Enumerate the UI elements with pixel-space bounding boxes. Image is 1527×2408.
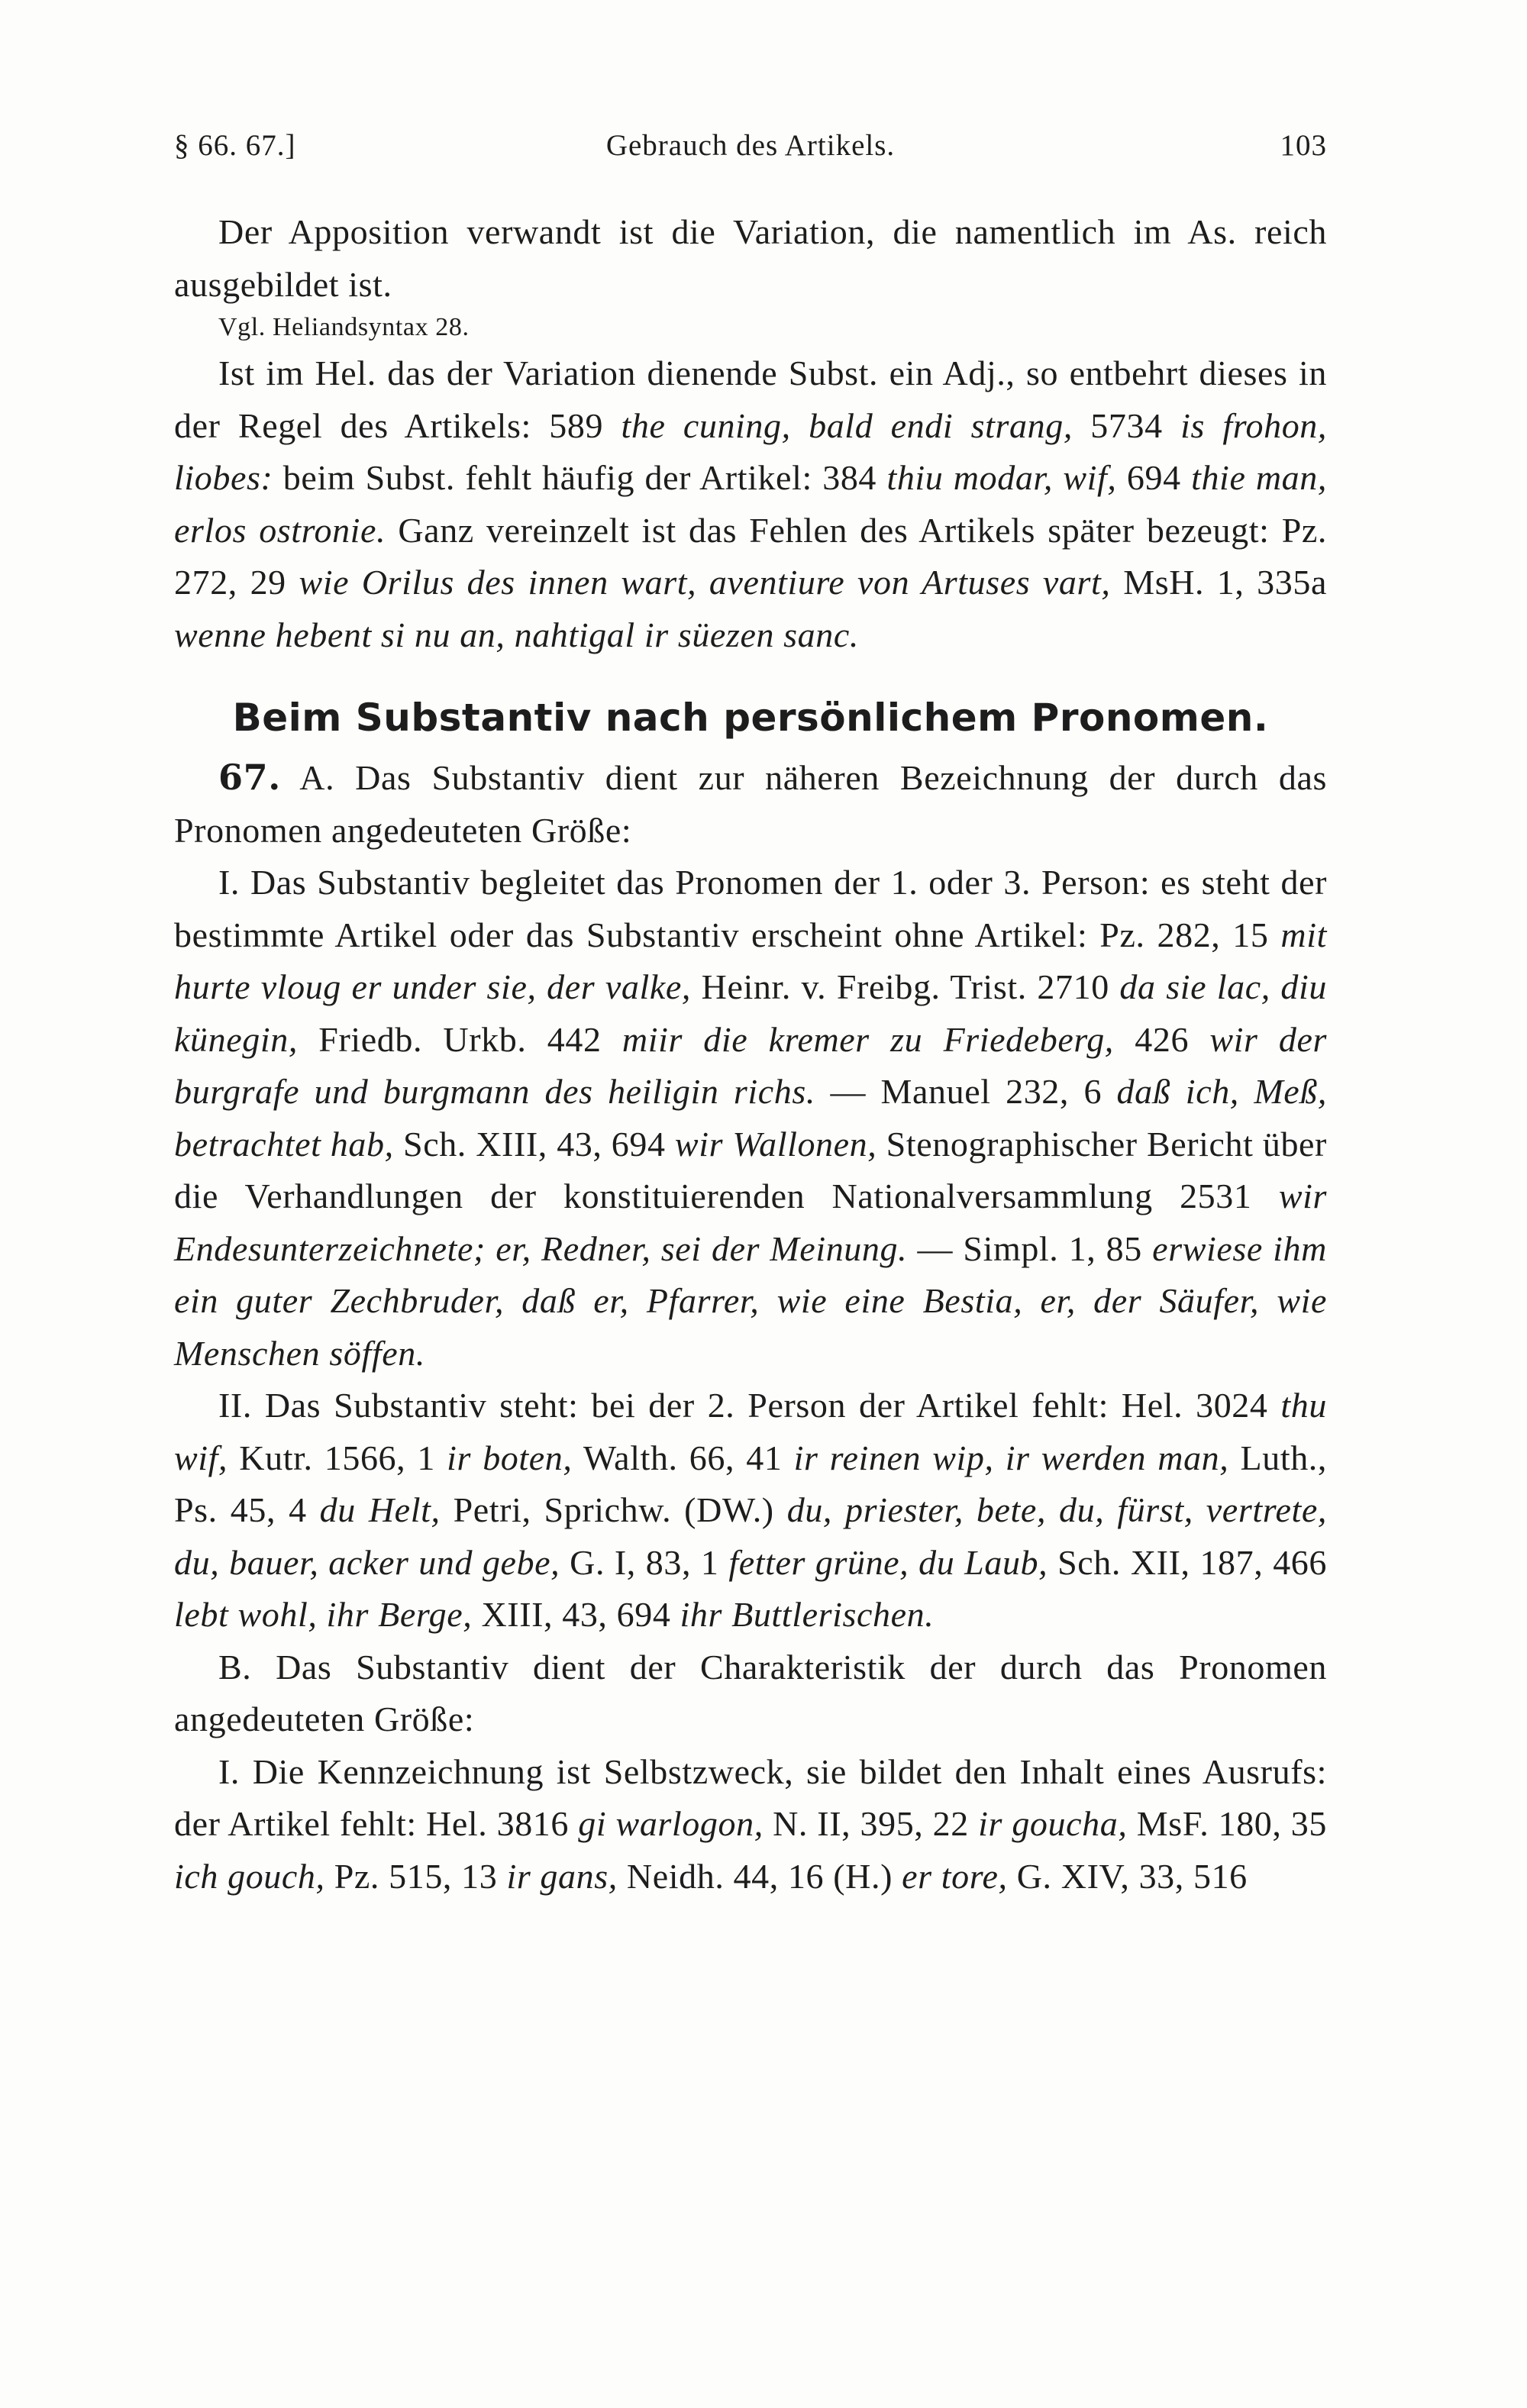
paragraph-67a-II: II. Das Substantiv steht: bei der 2. Person der Artikel fehlt: Hel. 3024 thu wif, Kutr. 1566, 1 ir boten, Walth. 66, 41 ir reinen wip, ir werden man, Luth., Ps. 45, 4 du Helt, Petri, Sprichw. (DW.) du, priester, bete, du, fürst, vertrete, du, bauer, acker und gebe, G. I, 83, 1 fetter grüne, du Laub, Sch. XII, 187, 466 lebt wohl, ihr Berge, XIII, 43, 694 ihr Buttlerischen.	[174, 1386, 1328, 1634]
paragraph-heliand: Ist im Hel. das der Variation dienende Subst. ein Adj., so entbehrt dieses in der Regel des Artikels: 589 the cuning, bald endi strang, 5734 is frohon, liobes: beim Subst. fehlt häufig der Artikel: 384 thiu modar, wif, 694 thie man, erlos ostronie. Ganz vereinzelt ist das Fehlen des Artikels später bezeugt: Pz. 272, 29 wie Orilus des innen wart, aventiure von Artuses vart, MsH. 1, 335a wenne hebent si nu an, nahtigal ir süezen sanc.	[174, 353, 1328, 654]
paragraph-67b-I: I. Die Kennzeichnung ist Selbstzweck, sie bildet den Inhalt eines Ausrufs: der Artikel fehlt: Hel. 3816 gi warlogon, N. II, 395, 22 ir goucha, MsF. 180, 35 ich gouch, Pz. 515, 13 ir gans, Neidh. 44, 16 (H.) er tore, G. XIV, 33, 516	[174, 1751, 1327, 1896]
paragraph-apposition: Der Apposition verwandt ist die Variation, die namentlich im As. reich ausgebildet ist.	[174, 212, 1327, 304]
section-heading: Beim Substantiv nach persönlichem Pronomen.	[232, 696, 1269, 740]
section-number: 67.	[218, 757, 281, 798]
running-title: Gebrauch des Artikels.	[605, 129, 896, 162]
paragraph-67a: 67. A. Das Substantiv dient zur näheren Bezeichnung der durch das Pronomen angedeuteten Größe:	[174, 757, 1327, 850]
paragraph-67a-I: I. Das Substantiv begleitet das Pronomen der 1. oder 3. Person: es steht der bestimmte Artikel oder das Substantiv erscheint ohne Artikel: Pz. 282, 15 mit hurte vloug er under sie, der valke, Heinr. v. Freibg. Trist. 2710 da sie lac, diu künegin, Friedb. Urkb. 442 miir die kremer zu Friedeberg, 426 wir der burgrafe und burgmann des heiligin richs. — Manuel 232, 6 daß ich, Meß, betrachtet hab, Sch. XIII, 43, 694 wir Wallonen, Stenographischer Bericht über die Verhandlungen der konstituierenden Nationalversammlung 2531 wir Endesunterzeichnete; er, Redner, sei der Meinung. — Simpl. 1, 85 erwiese ihm ein guter Zechbruder, daß er, Pfarrer, wie eine Bestia, er, der Säufer, wie Menschen söffen.	[174, 863, 1328, 1373]
page-number: 103	[1280, 129, 1327, 162]
reference-note: Vgl. Heliandsyntax 28.	[218, 313, 470, 341]
page-body	[174, 206, 1327, 1903]
paragraph-67b: B. Das Substantiv dient der Charakteristik der durch das Pronomen angedeuteten Größe:	[174, 1647, 1327, 1738]
section-reference: § 66. 67.]	[174, 129, 296, 162]
